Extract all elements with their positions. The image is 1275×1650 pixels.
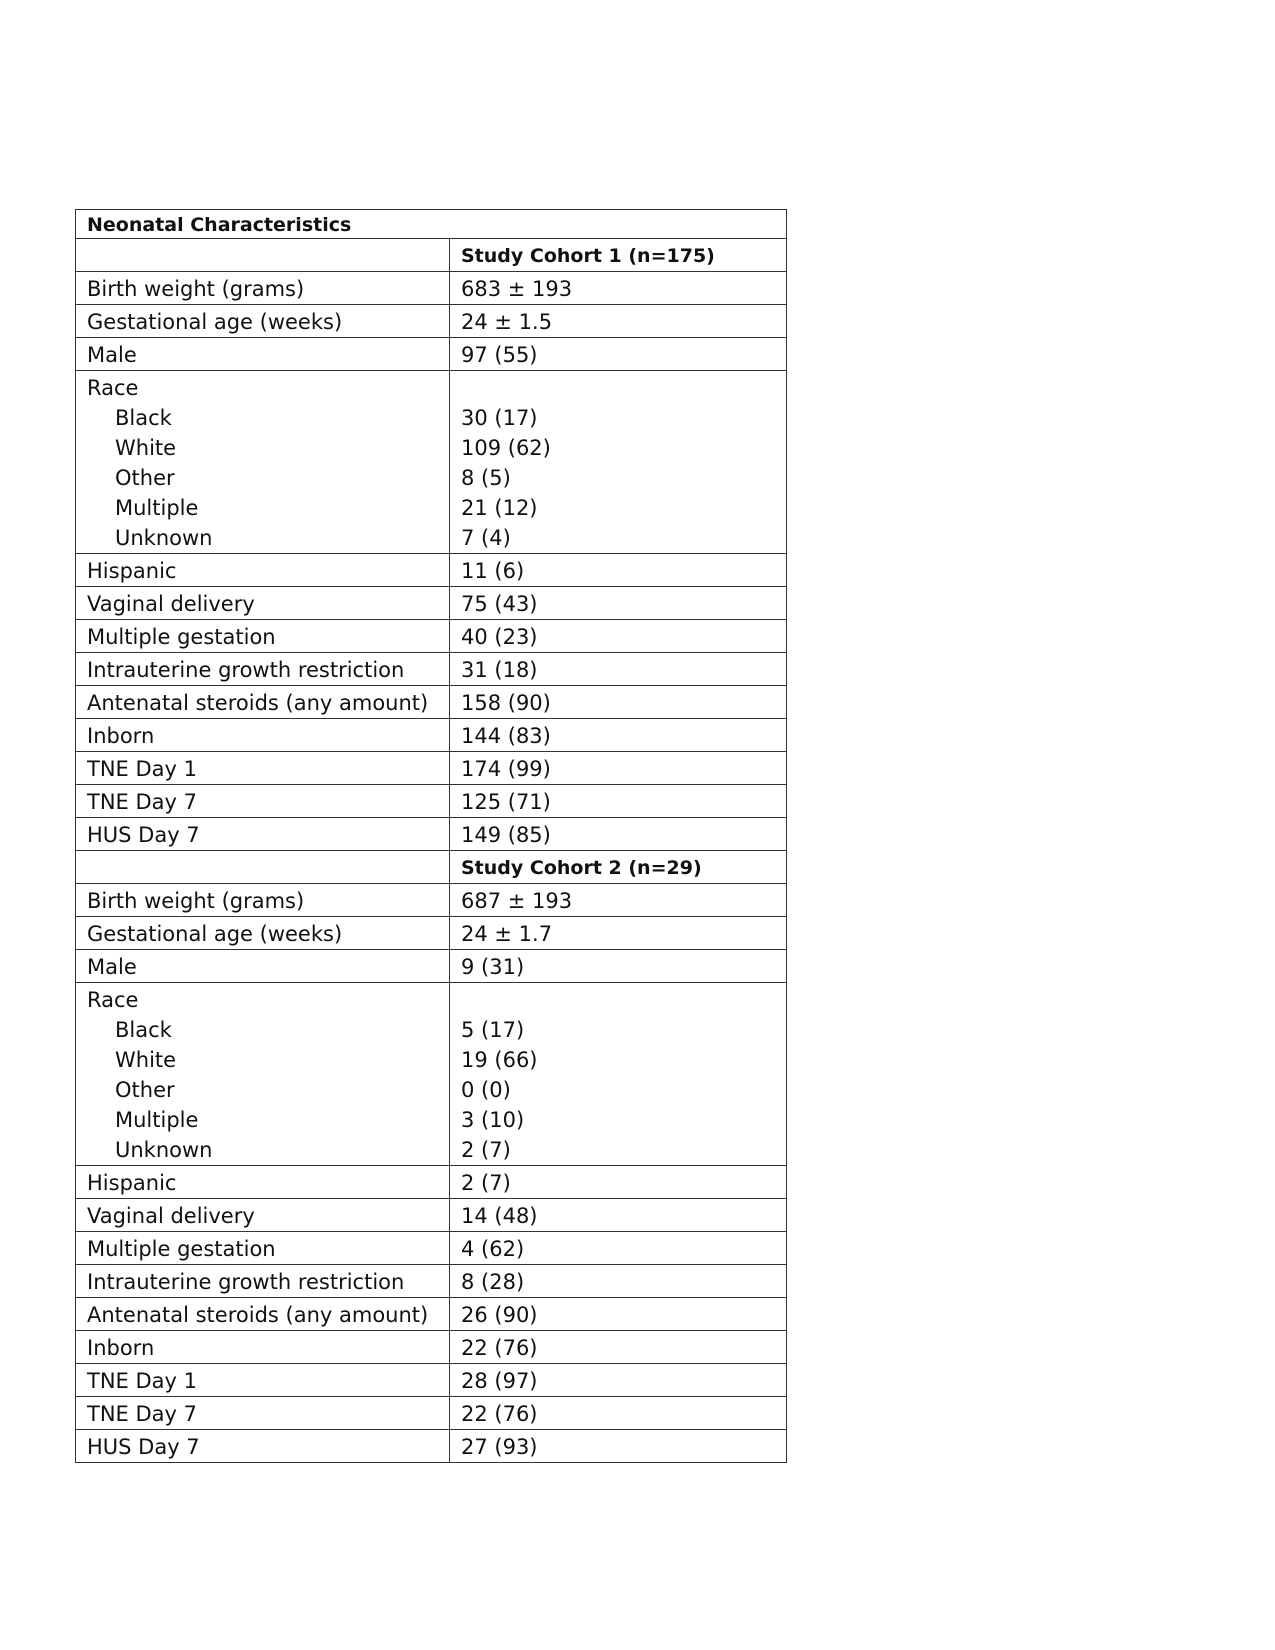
row-value: 75 (43) — [450, 587, 787, 620]
row-label: Birth weight (grams) — [76, 884, 450, 917]
row-label: TNE Day 1 — [76, 752, 450, 785]
race-subitem-value: 109 (62) — [461, 436, 551, 460]
race-subitem-label: Black — [115, 1018, 172, 1042]
row-value: 149 (85) — [450, 818, 787, 851]
race-subitem-label: Black — [115, 406, 172, 430]
row-value: 97 (55) — [450, 338, 787, 371]
race-labels-cell — [76, 983, 450, 1166]
race-subitem-label: Other — [115, 1078, 175, 1102]
race-label: Race — [87, 376, 139, 400]
row-label: Inborn — [76, 1331, 450, 1364]
row-label: HUS Day 7 — [76, 1430, 450, 1463]
race-subitem-value: 8 (5) — [461, 466, 511, 490]
row-value: 24 ± 1.5 — [450, 305, 787, 338]
race-subitem-label: White — [115, 436, 177, 460]
table-row — [76, 554, 787, 587]
neonatal-characteristics-table — [75, 209, 787, 1463]
cohort1-header-empty-cell — [76, 239, 450, 272]
row-label: Multiple gestation — [76, 1232, 450, 1265]
row-value: 125 (71) — [450, 785, 787, 818]
cohort2-header-row — [76, 851, 787, 884]
row-value: 14 (48) — [450, 1199, 787, 1232]
row-value: 22 (76) — [450, 1397, 787, 1430]
table-row — [76, 752, 787, 785]
race-value-spacer — [461, 373, 776, 403]
table-row — [76, 653, 787, 686]
row-value: 8 (28) — [450, 1265, 787, 1298]
race-subitem-value: 21 (12) — [461, 496, 538, 520]
race-labels-cell — [76, 371, 450, 554]
row-label: Hispanic — [76, 1166, 450, 1199]
race-subitem-label: White — [115, 1048, 177, 1072]
row-value: 4 (62) — [450, 1232, 787, 1265]
cohort1-header: Study Cohort 1 (n=175) — [450, 239, 787, 272]
table-row — [76, 1298, 787, 1331]
row-label: TNE Day 7 — [76, 1397, 450, 1430]
race-subitem-value: 7 (4) — [461, 526, 511, 550]
row-label: Vaginal delivery — [76, 1199, 450, 1232]
table-row — [76, 272, 787, 305]
row-label: Vaginal delivery — [76, 587, 450, 620]
table-row — [76, 1430, 787, 1463]
table-row — [76, 587, 787, 620]
table-row — [76, 305, 787, 338]
table-row — [76, 719, 787, 752]
race-subitem-label: Unknown — [115, 1138, 213, 1162]
row-label: Birth weight (grams) — [76, 272, 450, 305]
row-label: Gestational age (weeks) — [76, 305, 450, 338]
row-value: 174 (99) — [450, 752, 787, 785]
row-value: 22 (76) — [450, 1331, 787, 1364]
row-label: Multiple gestation — [76, 620, 450, 653]
cohort1-header-row — [76, 239, 787, 272]
row-value: 11 (6) — [450, 554, 787, 587]
table-body — [76, 210, 787, 1463]
race-values-cell — [450, 371, 787, 554]
row-label: Hispanic — [76, 554, 450, 587]
table-row — [76, 1397, 787, 1430]
race-subitem-value: 30 (17) — [461, 406, 538, 430]
row-value: 27 (93) — [450, 1430, 787, 1463]
row-label: Antenatal steroids (any amount) — [76, 686, 450, 719]
row-value: 687 ± 193 — [450, 884, 787, 917]
race-subitem-value: 3 (10) — [461, 1108, 525, 1132]
row-value: 26 (90) — [450, 1298, 787, 1331]
table-row — [76, 1265, 787, 1298]
row-label: Male — [76, 338, 450, 371]
row-value: 2 (7) — [450, 1166, 787, 1199]
table-row — [76, 1331, 787, 1364]
table-row — [76, 950, 787, 983]
row-label: Intrauterine growth restriction — [76, 653, 450, 686]
race-subitem-value: 5 (17) — [461, 1018, 525, 1042]
row-label: Male — [76, 950, 450, 983]
row-value: 158 (90) — [450, 686, 787, 719]
race-subitem-label: Multiple — [115, 1108, 199, 1132]
race-subitem-label: Other — [115, 466, 175, 490]
race-subitem-value: 0 (0) — [461, 1078, 511, 1102]
table-row — [76, 1166, 787, 1199]
row-value: 24 ± 1.7 — [450, 917, 787, 950]
cohort2-header-empty-cell — [76, 851, 450, 884]
race-subitem-label: Unknown — [115, 526, 213, 550]
cohort2-race-row — [76, 983, 787, 1166]
row-value: 9 (31) — [450, 950, 787, 983]
row-value: 31 (18) — [450, 653, 787, 686]
neonatal-characteristics-table-container — [75, 209, 787, 1463]
cohort1-race-row — [76, 371, 787, 554]
row-value: 683 ± 193 — [450, 272, 787, 305]
row-label: HUS Day 7 — [76, 818, 450, 851]
race-subitem-value: 19 (66) — [461, 1048, 538, 1072]
table-row — [76, 818, 787, 851]
row-label: Intrauterine growth restriction — [76, 1265, 450, 1298]
row-value: 28 (97) — [450, 1364, 787, 1397]
table-row — [76, 917, 787, 950]
race-values-cell — [450, 983, 787, 1166]
table-title: Neonatal Characteristics — [76, 210, 787, 239]
cohort2-header: Study Cohort 2 (n=29) — [450, 851, 787, 884]
row-label: Inborn — [76, 719, 450, 752]
race-label: Race — [87, 988, 139, 1012]
table-row — [76, 884, 787, 917]
table-row — [76, 1232, 787, 1265]
table-row — [76, 1199, 787, 1232]
table-row — [76, 1364, 787, 1397]
row-label: Gestational age (weeks) — [76, 917, 450, 950]
row-value: 144 (83) — [450, 719, 787, 752]
race-subitem-value: 2 (7) — [461, 1138, 511, 1162]
table-row — [76, 686, 787, 719]
row-label: TNE Day 1 — [76, 1364, 450, 1397]
row-value: 40 (23) — [450, 620, 787, 653]
table-title-row — [76, 210, 787, 239]
row-label: TNE Day 7 — [76, 785, 450, 818]
table-row — [76, 785, 787, 818]
race-subitem-label: Multiple — [115, 496, 199, 520]
row-label: Antenatal steroids (any amount) — [76, 1298, 450, 1331]
table-row — [76, 620, 787, 653]
race-value-spacer — [461, 985, 776, 1015]
table-row — [76, 338, 787, 371]
